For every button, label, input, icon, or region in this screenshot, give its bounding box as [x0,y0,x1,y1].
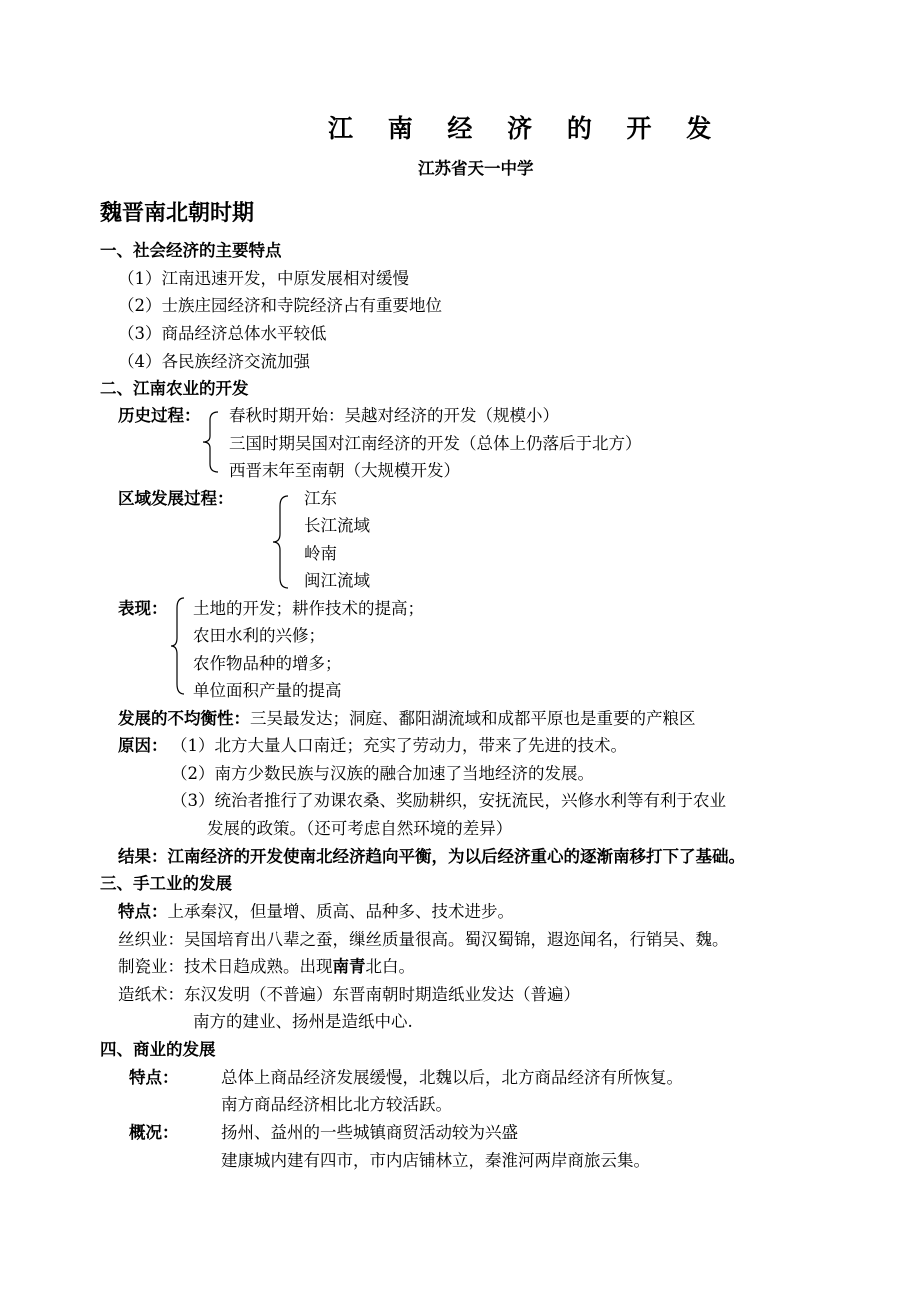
commerce-feature-label: 特点： [129,1068,179,1087]
region-item-4: 闽江流域 [304,571,370,590]
section-heading-3: 三、手工业的发展 [100,874,232,893]
commerce-overview-label: 概况： [129,1123,179,1142]
reason-2: （2）南方少数民族与汉族的融合加速了当地经济的发展。 [171,764,594,783]
reason-1: （1）北方大量人口南迁；充实了劳动力，带来了先进的技术。 [171,736,627,755]
reason-3-continued: 发展的政策。（还可考虑自然环境的差异） [207,819,513,838]
section-heading-1: 一、社会经济的主要特点 [100,241,282,260]
imbalance-label: 发展的不均衡性： [118,709,250,728]
imbalance-text: 三吴最发达；洞庭、鄱阳湖流域和成都平原也是重要的产粮区 [250,709,696,728]
history-brace [200,410,222,474]
performance-item-3: 农作物品种的增多； [193,654,342,673]
region-item-1: 江东 [304,489,337,508]
porcelain-text: 制瓷业：技术日趋成熟。出现 [118,957,333,976]
s1-item-3: （3）商品经济总体水平较低 [118,324,327,343]
reason-3: （3）统治者推行了劝课农桑、奖励耕织，安抚流民，兴修水利等有利于农业 [171,791,726,810]
craft-feature-label: 特点： [118,902,168,921]
paper-line-2: 南方的建业、扬州是造纸中心. [193,1012,413,1031]
porcelain-line [118,959,415,976]
history-item-3: 西晋末年至南朝（大规模开发） [229,461,460,480]
region-label: 区域发展过程： [118,489,234,508]
commerce-feature-2: 南方商品经济相比北方较活跃。 [221,1095,452,1114]
paper-line-1: 造纸术：东汉发明（不普遍）东晋南朝时期造纸业发达（普遍） [118,985,580,1004]
era-heading: 魏晋南北朝时期 [100,200,255,226]
porcelain-tail: 北白。 [365,957,415,976]
commerce-overview-2: 建康城内建有四市，市内店铺林立，秦淮河两岸商旅云集。 [221,1151,650,1170]
section-heading-2: 二、江南农业的开发 [100,379,249,398]
commerce-feature-1: 总体上商品经济发展缓慢，北魏以后，北方商品经济有所恢复。 [221,1068,683,1087]
craft-feature-text: 上承秦汉，但量增、质高、品种多、技术进步。 [167,902,514,921]
imbalance-line [118,711,696,728]
region-item-2: 长江流域 [304,516,370,535]
school-name: 江苏省天一中学 [418,159,534,178]
reason-label: 原因： [118,736,168,755]
commerce-overview-1: 扬州、益州的一些城镇商贸活动较为兴盛 [221,1123,518,1142]
s1-item-4: （4）各民族经济交流加强 [118,352,310,371]
performance-brace [168,596,188,696]
performance-item-4: 单位面积产量的提高 [193,681,342,700]
result-line: 结果：江南经济的开发使南北经济趋向平衡，为以后经济重心的逐渐南移打下了基础。 [118,847,745,866]
silk-line: 丝织业：吴国培育出八辈之蚕，缫丝质量很高。蜀汉蜀锦，遐迩闻名，行销吴、魏。 [118,930,729,949]
section-heading-4: 四、商业的发展 [100,1040,216,1059]
s1-item-2: （2）士族庄园经济和寺院经济占有重要地位 [118,296,442,315]
performance-item-1: 土地的开发；耕作技术的提高； [193,599,424,618]
region-brace [270,494,292,590]
history-label: 历史过程： [118,406,201,425]
craft-feature-line [118,904,514,921]
history-item-2: 三国时期吴国对江南经济的开发（总体上仍落后于北方） [229,434,642,453]
page-title: 江 南 经 济 的 开 发 [328,114,725,143]
porcelain-highlight: 南青 [332,957,366,976]
history-item-1: 春秋时期开始：吴越对经济的开发（规模小） [229,406,559,425]
performance-item-2: 农田水利的兴修； [193,626,325,645]
performance-label: 表现： [118,599,168,618]
region-item-3: 岭南 [304,544,337,563]
s1-item-1: （1）江南迅速开发，中原发展相对缓慢 [118,269,409,288]
